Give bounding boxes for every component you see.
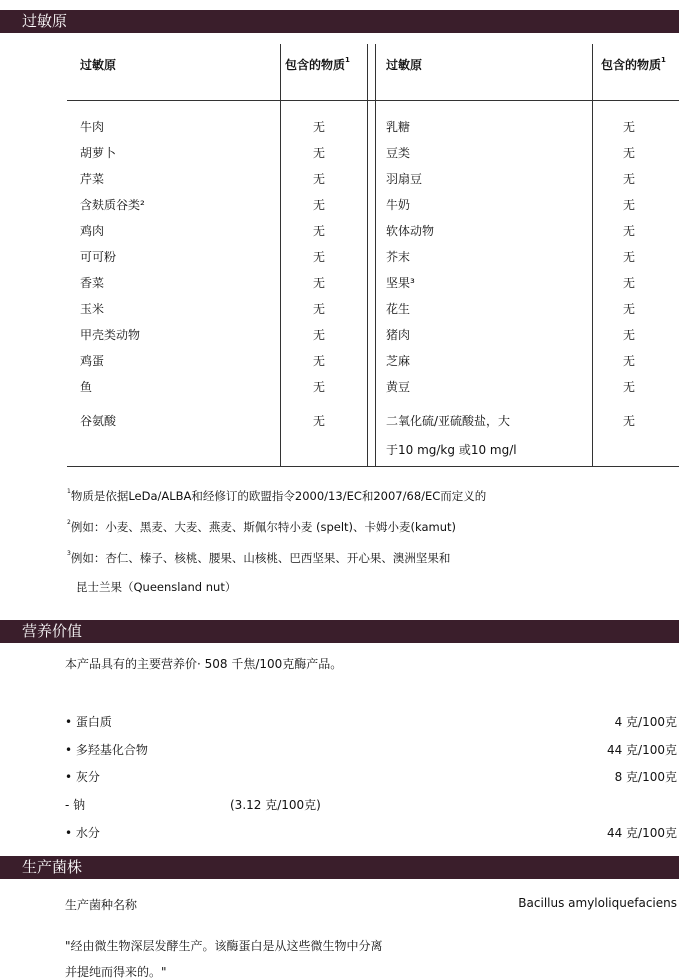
nutrition-item	[0, 768, 679, 788]
header-contains-right: 包含的物质$^1$	[601, 56, 666, 72]
header-contains-left: 包含的物质$^1$	[285, 56, 350, 72]
table-row	[0, 146, 679, 172]
nutrition-value: 4 克/100克	[614, 715, 677, 729]
footnote-3: $^3$例如：杏仁、榛子、核桃、腰果、山核桃、巴西坚果、开心果、澳洲坚果和	[67, 550, 451, 565]
allergen-name: 香菜	[80, 276, 105, 290]
allergen-name: 猪肉	[386, 328, 411, 342]
allergen-name: 鸡肉	[80, 224, 105, 238]
nutrition-label: - 钠	[65, 798, 86, 812]
allergen-name: 牛奶	[386, 198, 411, 212]
allergen-value: 无	[623, 414, 636, 428]
table-row	[0, 198, 679, 224]
nutrition-item	[0, 741, 679, 761]
nutrition-value: 8 克/100克	[614, 770, 677, 784]
allergen-name: 豆类	[386, 146, 411, 160]
nutrition-item	[0, 713, 679, 733]
table-row	[0, 276, 679, 302]
allergen-value: 无	[313, 250, 326, 264]
strain-value: Bacillus amyloliquefaciens	[518, 896, 677, 910]
allergen-value: 无	[623, 172, 636, 186]
allergen-name-continued: 于10 mg/kg 或10 mg/l	[386, 443, 517, 457]
strain-quote-line1: "经由微生物深层发酵生产。该酶蛋白是从这些微生物中分离	[65, 939, 383, 953]
allergen-name: 坚果³	[386, 276, 415, 290]
table-row	[0, 172, 679, 198]
allergen-name: 鸡蛋	[80, 354, 105, 368]
allergen-name: 牛肉	[80, 120, 105, 134]
table-row	[0, 443, 679, 469]
allergen-value: 无	[313, 224, 326, 238]
section-header-allergens: 过敏原	[0, 10, 679, 33]
allergen-value: 无	[623, 120, 636, 134]
footnote-2: $^2$例如：小麦、黑麦、大麦、燕麦、斯佩尔特小麦 (spelt)、卡姆小麦(kamut)	[67, 519, 457, 534]
allergen-value: 无	[313, 172, 326, 186]
table-row	[0, 354, 679, 380]
table-row	[0, 250, 679, 276]
table-header-rule	[67, 100, 679, 101]
allergen-value: 无	[313, 198, 326, 212]
allergen-name: 羽扇豆	[386, 172, 423, 186]
nutrition-item	[0, 824, 679, 844]
section-header-nutrition: 营养价值	[0, 620, 679, 643]
nutrition-value: (3.12 克/100克)	[230, 798, 321, 812]
nutrition-label: • 水分	[65, 826, 100, 840]
table-row	[0, 302, 679, 328]
footnote-1: $^1$物质是依据LeDa/ALBA和经修订的欧盟指令2000/13/EC和2007/68/EC而定义的	[67, 488, 487, 503]
allergen-name: 可可粉	[80, 250, 117, 264]
section-header-strain: 生产菌株	[0, 856, 679, 879]
allergen-name: 谷氨酸	[80, 414, 117, 428]
strain-label: 生产菌种名称	[65, 898, 138, 912]
allergen-value: 无	[313, 120, 326, 134]
header-allergen-left: 过敏原	[80, 58, 117, 72]
table-row	[0, 414, 679, 440]
allergen-value: 无	[313, 276, 326, 290]
nutrition-label: • 多羟基化合物	[65, 743, 148, 757]
footnote-3-continued: 昆士兰果（Queensland nut）	[76, 580, 237, 594]
allergen-name: 含麸质谷类²	[80, 198, 145, 212]
allergen-name: 花生	[386, 302, 411, 316]
header-allergen-right: 过敏原	[386, 58, 423, 72]
table-row	[0, 224, 679, 250]
allergen-value: 无	[623, 224, 636, 238]
allergen-value: 无	[313, 146, 326, 160]
nutrition-value: 44 克/100克	[606, 826, 677, 840]
strain-quote-line2: 并提纯而得来的。"	[65, 965, 167, 979]
table-row	[0, 380, 679, 406]
allergen-name: 芥末	[386, 250, 411, 264]
allergen-name: 玉米	[80, 302, 105, 316]
nutrition-value: 44 克/100克	[606, 743, 677, 757]
allergen-name: 二氧化硫/亚硫酸盐，大	[386, 414, 511, 428]
table-row	[0, 328, 679, 354]
allergen-value: 无	[623, 276, 636, 290]
allergen-name: 胡萝卜	[80, 146, 117, 160]
allergen-value: 无	[313, 328, 326, 342]
allergen-name: 黄豆	[386, 380, 411, 394]
allergen-value: 无	[313, 414, 326, 428]
allergen-name: 甲壳类动物	[80, 328, 141, 342]
table-row	[0, 120, 679, 146]
allergen-name: 软体动物	[386, 224, 435, 238]
allergen-value: 无	[623, 380, 636, 394]
allergen-name: 乳糖	[386, 120, 411, 134]
allergen-value: 无	[623, 146, 636, 160]
allergen-value: 无	[313, 302, 326, 316]
allergen-value: 无	[313, 380, 326, 394]
nutrition-label: • 蛋白质	[65, 715, 112, 729]
allergen-value: 无	[623, 198, 636, 212]
allergen-name: 芹菜	[80, 172, 105, 186]
allergen-value: 无	[313, 354, 326, 368]
allergen-value: 无	[623, 328, 636, 342]
allergen-name: 芝麻	[386, 354, 411, 368]
allergen-value: 无	[623, 302, 636, 316]
allergen-name: 鱼	[80, 380, 93, 394]
allergen-value: 无	[623, 354, 636, 368]
nutrition-label: • 灰分	[65, 770, 100, 784]
nutrition-intro: 本产品具有的主要营养价· 508 千焦/100克酶产品。	[65, 657, 343, 671]
nutrition-item-sodium	[0, 796, 679, 816]
allergen-value: 无	[623, 250, 636, 264]
